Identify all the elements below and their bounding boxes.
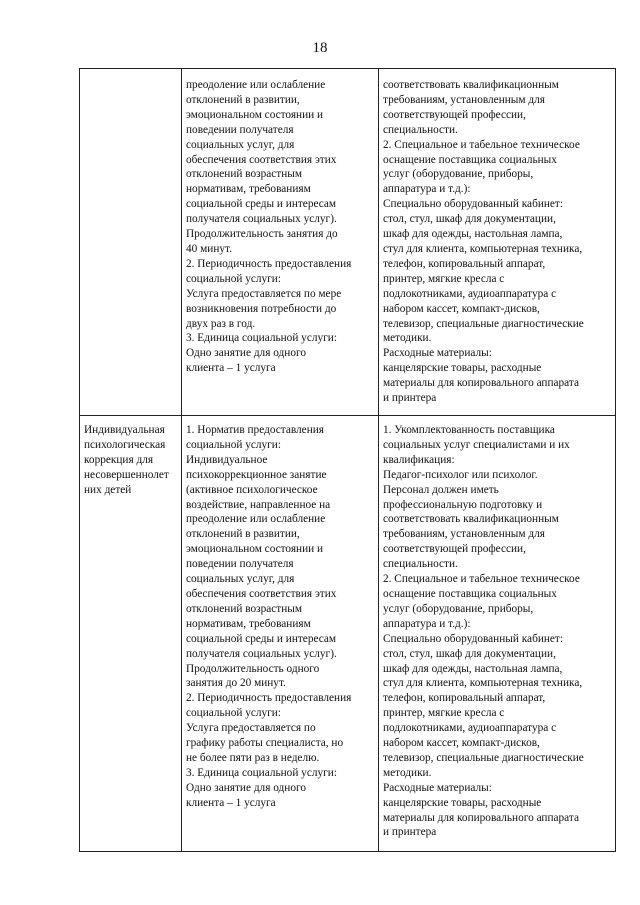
text-line: принтер, мягкие кресла с bbox=[383, 272, 505, 285]
text-line: Расходные материалы: bbox=[383, 347, 492, 360]
text-line: 1. Норматив предоставления bbox=[186, 424, 324, 436]
text-line: квалификация: bbox=[383, 453, 455, 466]
text-line: нормативам, требованиям bbox=[186, 183, 311, 196]
text-line: услуг (оборудование, приборы, bbox=[383, 168, 534, 181]
text-line: занятия до 20 минут. bbox=[186, 677, 286, 690]
text-line: шкаф для одежды, настольная лампа, bbox=[383, 228, 563, 241]
text-line: Продолжительность занятия до bbox=[186, 228, 338, 241]
text-line: 40 минут. bbox=[186, 242, 232, 255]
text-line: подлокотниками, аудиоаппаратура с bbox=[383, 722, 557, 735]
text-line: возникновения потребности до bbox=[186, 302, 337, 315]
text-line: Специально оборудованный кабинет: bbox=[383, 632, 563, 645]
text-line: Услуга предоставляется по bbox=[186, 722, 316, 735]
text-line: воздействие, направленное на bbox=[186, 498, 331, 511]
text-line: аппаратура и т.д.): bbox=[383, 183, 471, 196]
service-standard-cell bbox=[182, 416, 379, 852]
text-line: отклонений в развитии, bbox=[186, 528, 300, 541]
text-line: поведении получателя bbox=[186, 558, 294, 571]
text-line: преодоление или ослабление bbox=[186, 79, 326, 91]
text-line: канцелярские товары, расходные bbox=[383, 796, 542, 809]
text-line: соответствующей профессии, bbox=[383, 108, 526, 121]
text-line: 2. Специальное и табельное техническое bbox=[383, 573, 580, 586]
text-line: специальности. bbox=[383, 558, 458, 571]
text-line: социальных услуг, для bbox=[186, 573, 295, 586]
text-line: 2. Периодичность предоставления bbox=[186, 257, 352, 270]
text-line: шкаф для одежды, настольная лампа, bbox=[383, 662, 563, 675]
text-line: стул для клиента, компьютерная техника, bbox=[383, 677, 583, 690]
text-line: нормативам, требованиям bbox=[186, 617, 311, 630]
text-line: и принтера bbox=[383, 392, 437, 405]
text-line: преодоление или ослабление bbox=[186, 513, 326, 526]
text-line: телефон, копировальный аппарат, bbox=[383, 257, 546, 270]
text-line: Педагог-психолог или психолог. bbox=[383, 468, 538, 481]
text-line: получателя социальных услуг). bbox=[186, 213, 337, 226]
text-line: методики. bbox=[383, 766, 432, 779]
text-line: графику работы специалиста, но bbox=[186, 737, 344, 750]
text-line: Расходные материалы: bbox=[383, 781, 492, 794]
text-line: несовершеннолет bbox=[84, 468, 169, 481]
text-line: Индивидуальная bbox=[84, 424, 165, 436]
text-line: набором кассет, компакт-дисков, bbox=[383, 302, 540, 315]
text-line: набором кассет, компакт-дисков, bbox=[383, 737, 540, 750]
text-line: эмоциональном состоянии и bbox=[186, 108, 324, 121]
service-name-cell bbox=[80, 69, 182, 416]
text-line: отклонений возрастным bbox=[186, 602, 302, 615]
text-line: и принтера bbox=[383, 826, 437, 839]
text-line: обеспечения соответствия этих bbox=[186, 153, 337, 166]
text-line: принтер, мягкие кресла с bbox=[383, 707, 505, 720]
text-line: них детей bbox=[84, 483, 132, 496]
text-line: 2. Специальное и табельное техническое bbox=[383, 138, 580, 151]
text-line: Специально оборудованный кабинет: bbox=[383, 198, 563, 211]
text-line: оснащение поставщика социальных bbox=[383, 587, 557, 600]
service-standard-cell bbox=[182, 69, 379, 416]
text-line: аппаратура и т.д.): bbox=[383, 617, 471, 630]
text-line: стул для клиента, компьютерная техника, bbox=[383, 242, 583, 255]
text-line: (активное психологическое bbox=[186, 483, 318, 496]
table-row bbox=[80, 69, 616, 416]
text-line: материалы для копировального аппарата bbox=[383, 377, 579, 390]
text-line: социальной услуги: bbox=[186, 272, 281, 285]
text-line: двух раз в год. bbox=[186, 317, 256, 330]
text-line: требованиям, установленным для bbox=[383, 528, 545, 541]
text-line: методики. bbox=[383, 332, 432, 345]
text-line: психологическая bbox=[84, 438, 166, 451]
text-line: получателя социальных услуг). bbox=[186, 647, 337, 660]
text-line: обеспечения соответствия этих bbox=[186, 587, 337, 600]
text-line: социальной среды и интересам bbox=[186, 632, 337, 645]
table-row bbox=[80, 416, 616, 852]
page-number: 18 bbox=[312, 40, 328, 56]
text-line: подлокотниками, аудиоаппаратура с bbox=[383, 287, 557, 300]
text-line: телевизор, специальные диагностические bbox=[383, 751, 584, 764]
text-line: коррекция для bbox=[84, 453, 154, 466]
text-line: социальной услуги: bbox=[186, 707, 281, 720]
text-line: соответствовать квалификационным bbox=[383, 513, 559, 526]
text-line: не более пяти раз в неделю. bbox=[186, 751, 320, 764]
text-line: профессиональную подготовку и bbox=[383, 498, 543, 511]
text-line: клиента – 1 услуга bbox=[186, 796, 276, 809]
text-line: услуг (оборудование, приборы, bbox=[383, 602, 534, 615]
text-line: клиента – 1 услуга bbox=[186, 362, 276, 375]
text-line: 1. Укомплектованность поставщика bbox=[383, 424, 555, 436]
text-line: стол, стул, шкаф для документации, bbox=[383, 647, 556, 660]
text-line: материалы для копировального аппарата bbox=[383, 811, 579, 824]
text-line: Одно занятие для одного bbox=[186, 781, 306, 794]
text-line: психокоррекционное занятие bbox=[186, 468, 327, 481]
text-line: оснащение поставщика социальных bbox=[383, 153, 557, 166]
text-line: 2. Периодичность предоставления bbox=[186, 692, 352, 705]
text-line: социальных услуг специалистами и их bbox=[383, 438, 570, 451]
service-conditions-cell bbox=[379, 416, 616, 852]
text-line: телевизор, специальные диагностические bbox=[383, 317, 584, 330]
text-line: соответствующей профессии, bbox=[383, 543, 526, 556]
text-line: специальности. bbox=[383, 123, 458, 136]
text-line: канцелярские товары, расходные bbox=[383, 362, 542, 375]
text-line: требованиям, установленным для bbox=[383, 93, 545, 106]
text-line: Персонал должен иметь bbox=[383, 483, 499, 496]
text-line: соответствовать квалификационным bbox=[383, 79, 559, 91]
text-line: эмоциональном состоянии и bbox=[186, 543, 324, 556]
text-line: Услуга предоставляется по мере bbox=[186, 287, 342, 300]
text-line: поведении получателя bbox=[186, 123, 294, 136]
service-conditions-cell bbox=[379, 69, 616, 416]
text-line: Индивидуальное bbox=[186, 453, 268, 466]
text-line: социальных услуг, для bbox=[186, 138, 295, 151]
text-line: социальной услуги: bbox=[186, 438, 281, 451]
text-line: 3. Единица социальной услуги: bbox=[186, 766, 337, 779]
text-line: Продолжительность одного bbox=[186, 662, 320, 675]
text-line: стол, стул, шкаф для документации, bbox=[383, 213, 556, 226]
text-line: отклонений в развитии, bbox=[186, 93, 300, 106]
text-line: социальной среды и интересам bbox=[186, 198, 337, 211]
text-line: 3. Единица социальной услуги: bbox=[186, 332, 337, 345]
text-line: отклонений возрастным bbox=[186, 168, 302, 181]
services-table bbox=[79, 68, 616, 852]
service-name-cell bbox=[80, 416, 182, 852]
text-line: телефон, копировальный аппарат, bbox=[383, 692, 546, 705]
text-line: Одно занятие для одного bbox=[186, 347, 306, 360]
